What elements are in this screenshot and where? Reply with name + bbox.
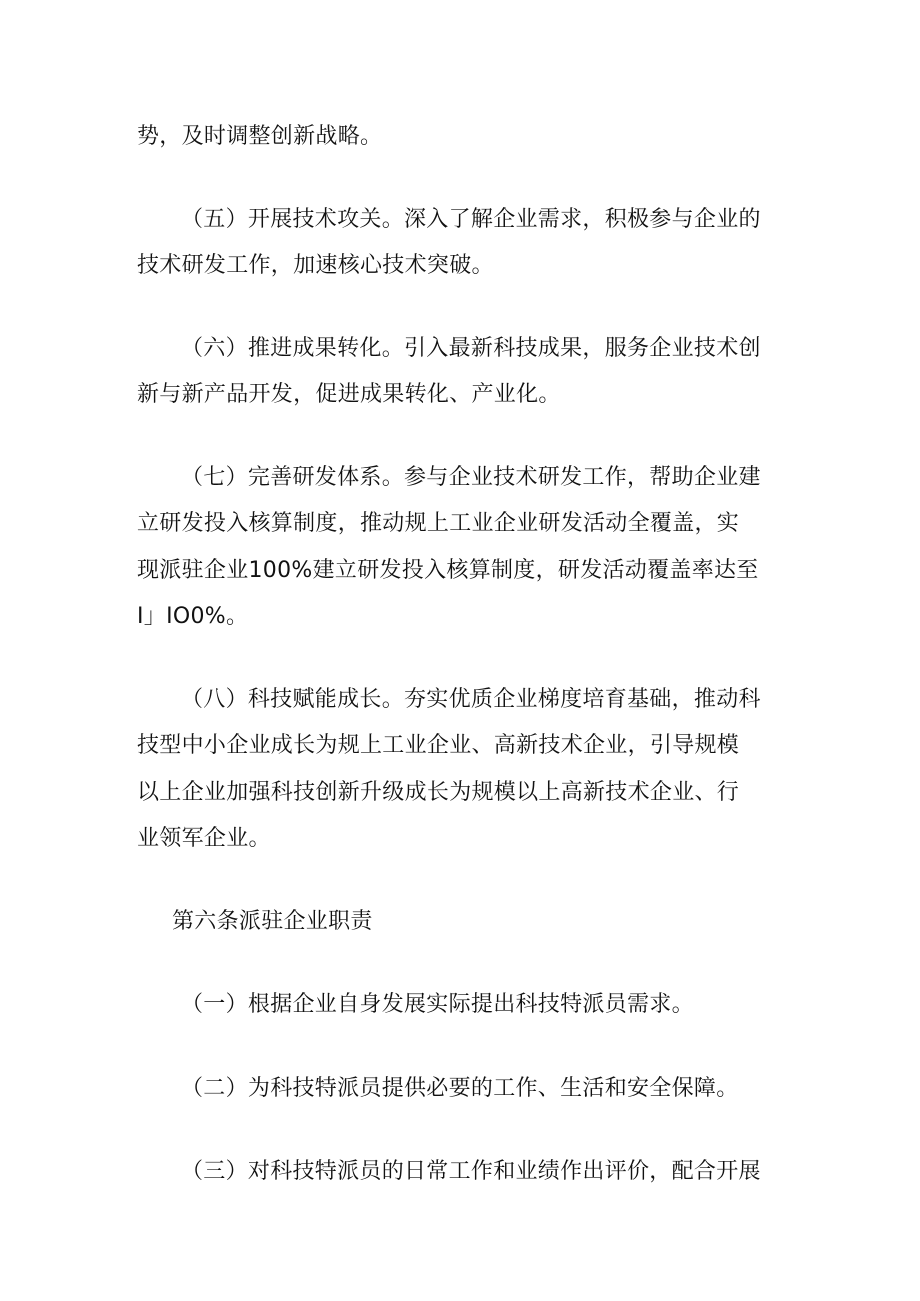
- paragraph-line: 现派驻企业100%建立研发投入核算制度，研发活动覆盖率达至: [137, 558, 759, 583]
- paragraph-line: （六）推进成果转化。引入最新科技成果，服务企业技术创: [181, 336, 761, 361]
- paragraph-line: （一）根据企业自身发展实际提出科技特派员需求。: [181, 992, 694, 1017]
- paragraph-line: 以上企业加强科技创新升级成长为规模以上高新技术企业、行: [137, 780, 740, 805]
- paragraph-line: I」IO0%。: [137, 604, 249, 629]
- paragraph-line: （三）对科技特派员的日常工作和业绩作出评价，配合开展: [181, 1159, 761, 1184]
- paragraph-line: 立研发投入核算制度，推动规上工业企业研发活动全覆盖，实: [137, 511, 740, 536]
- paragraph-line: 技型中小企业成长为规上工业企业、高新技术企业，引导规模: [137, 733, 740, 758]
- paragraph-line: 势，及时调整创新战略。: [137, 124, 383, 149]
- paragraph-line: （七）完善研发体系。参与企业技术研发工作，帮助企业建: [181, 465, 761, 490]
- paragraph-line: （五）开展技术攻关。深入了解企业需求，积极参与企业的: [181, 207, 761, 232]
- section-heading: 第六条派驻企业职责: [172, 909, 373, 934]
- paragraph-line: 新与新产品开发，促进成果转化、产业化。: [137, 382, 561, 407]
- paragraph-line: 业领军企业。: [137, 826, 271, 851]
- paragraph-line: （二）为科技特派员提供必要的工作、生活和安全保障。: [181, 1076, 739, 1101]
- paragraph-line: （八）科技赋能成长。夯实优质企业梯度培育基础，推动科: [181, 687, 761, 712]
- paragraph-line: 技术研发工作，加速核心技术突破。: [137, 253, 494, 278]
